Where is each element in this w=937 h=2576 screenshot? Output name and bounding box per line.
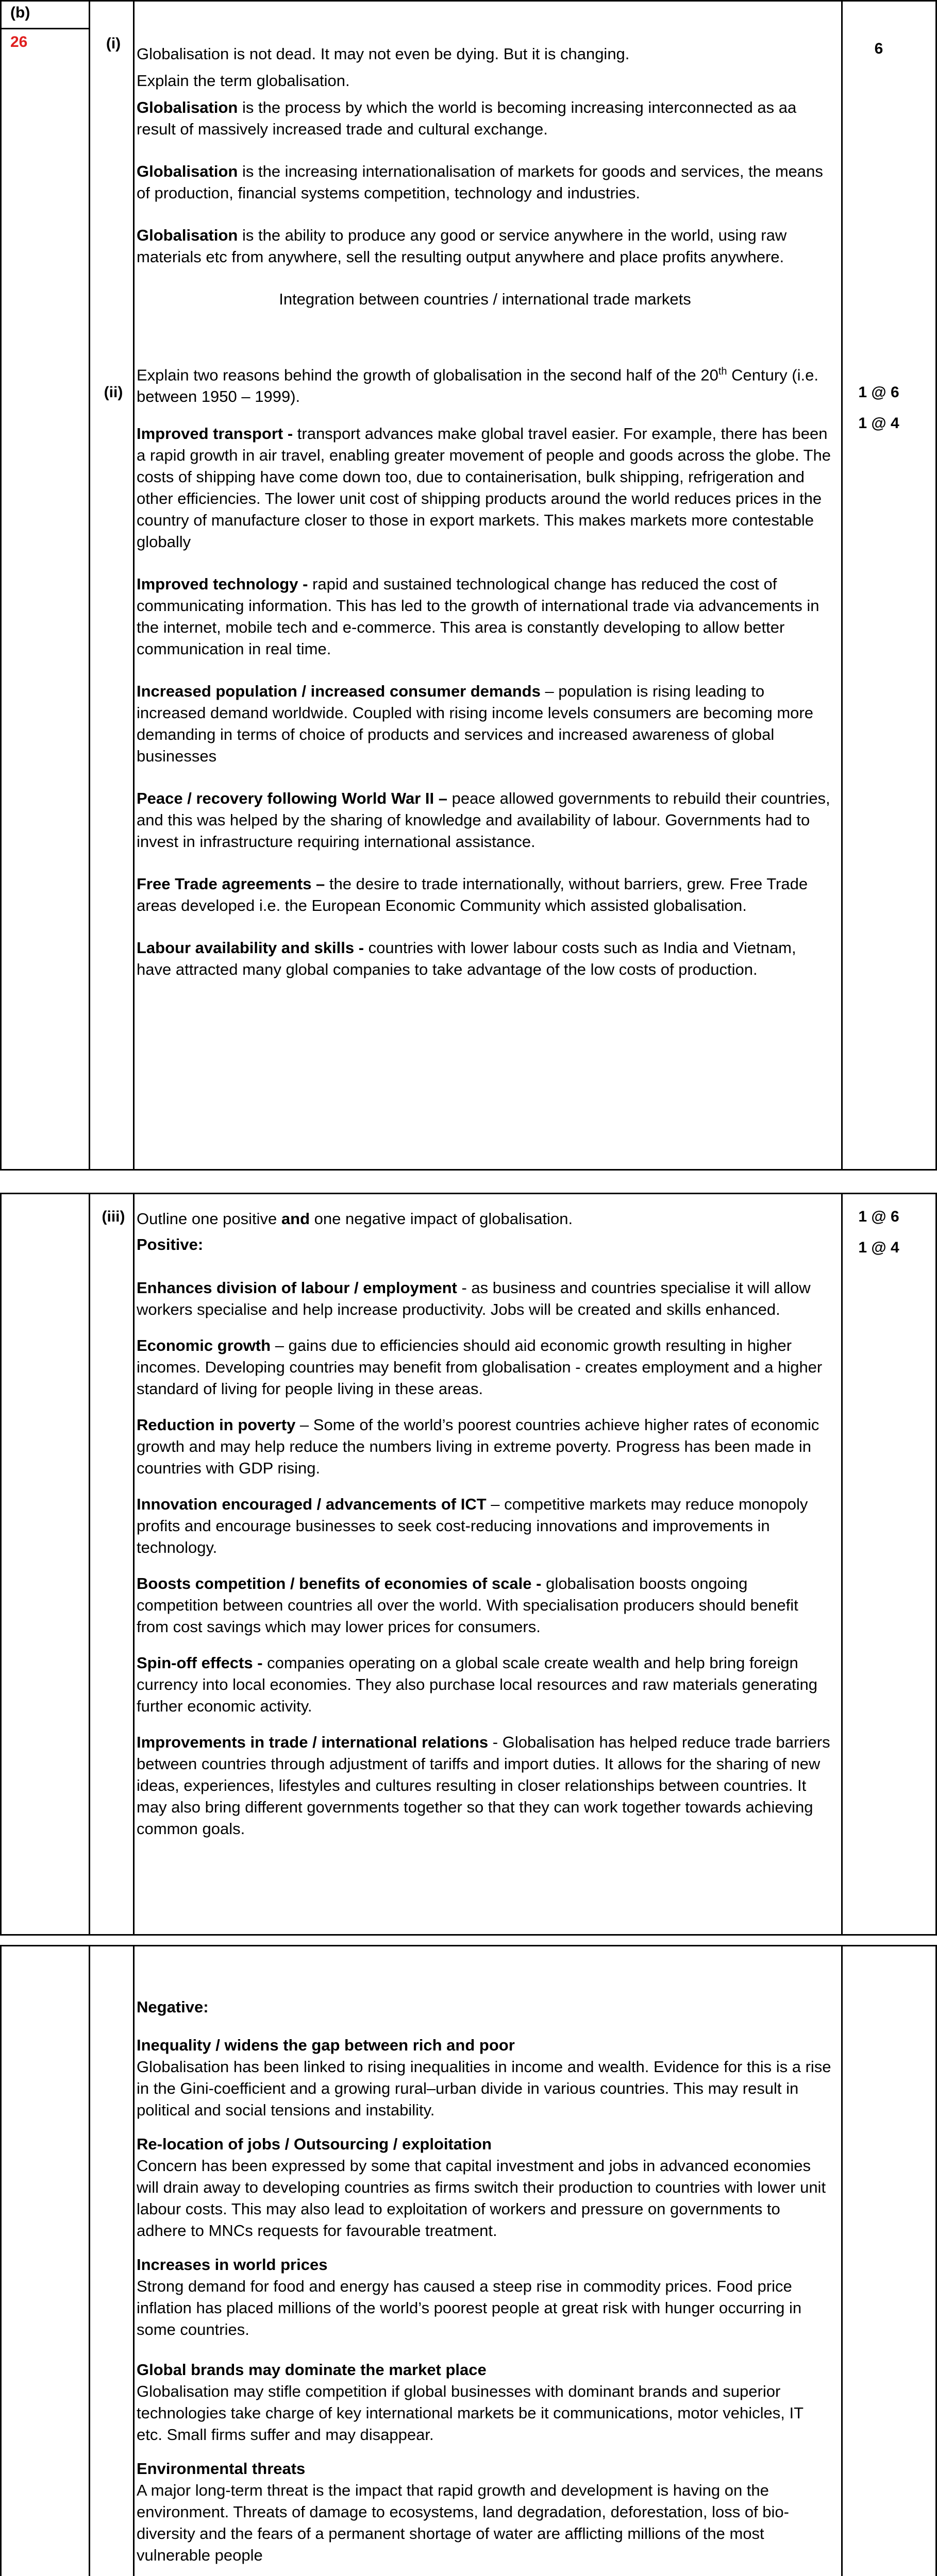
negative-5: Environmental threats A major long-term threat is the impact that rapid growth and development is having on the environment. Threats of damage to ecosystems, land degradation, deforestation, loss of bio-diversity and the fears of a permanent shortage of water are afflicting millions of the most vulnerable people [137, 2460, 789, 2564]
divider-1 [89, 0, 90, 1170]
block-2 [0, 1193, 937, 1935]
section-i-content [137, 43, 833, 331]
positive-4: Innovation encouraged / advancements of ICT – competitive markets may reduce monopoly profits and encourage businesses to seek cost-reducing innovations and improvements in technology. [137, 1495, 808, 1556]
positive-heading: Positive: [137, 1235, 204, 1253]
marks-ii-2: 1 @ 4 [858, 415, 899, 432]
part-rule [0, 28, 89, 29]
definition-1: Globalisation is the process by which the world is becoming increasing interconnected as aa result of massively increased trade and cultural exchange. [137, 98, 797, 138]
definition-2: Globalisation is the increasing internationalisation of markets for goods and services, the means of production, financial systems competition, technology and industries. [137, 162, 823, 202]
divider-3 [841, 0, 843, 1170]
divider-2 [133, 0, 135, 1170]
divider-3c [841, 1945, 843, 2576]
marks-iii-2: 1 @ 4 [858, 1239, 899, 1256]
reason-4: Peace / recovery following World War II – peace allowed governments to rebuild their countries, and this was helped by the sharing of knowledge and availability of labour. Governments had to invest in infrastructure requiring international assistance. [137, 789, 830, 851]
reason-6: Labour availability and skills - countries with lower labour costs such as India and Vietnam, have attracted many global companies to take advantage of the low costs of production. [137, 939, 796, 979]
summary-line: Integration between countries / international trade markets [279, 290, 691, 308]
sub-label-i: (i) [106, 35, 121, 52]
marks-ii-1: 1 @ 6 [858, 384, 899, 401]
positive-7: Improvements in trade / international relations - Globalisation has helped reduce trade barriers between countries through adjustment of tariffs and import duties. It allows for the sharing of new ideas, experiences, lifestyles and cultures resulting in closer relationships between countries. It may also bring different governments together so that they can work together towards achieving common goals. [137, 1733, 830, 1838]
negative-2: Re-location of jobs / Outsourcing / exploitation Concern has been expressed by some that capital investment and jobs in advanced economies will drain away to developing countries as firms switch their production to countries with lower unit labour costs. This may also lead to exploitation of workers and pressure on governments to adhere to MNCs requests for favourable treatment. [137, 2135, 826, 2240]
definition-3: Globalisation is the ability to produce any good or service anywhere in the world, using raw materials etc from anywhere, sell the resulting output anywhere and place profits anywhere. [137, 226, 787, 266]
negative-3: Increases in world prices Strong demand for food and energy has caused a steep rise in commodity prices. Food price inflation has placed millions of the world’s poorest people at great risk with hunger occurring in some countries. [137, 2256, 802, 2338]
negative-heading: Negative: [137, 1998, 209, 2016]
reason-2: Improved technology - rapid and sustained technological change has reduced the cost of communicating information. This has led to the growth of international trade via advancements in the internet, mobile tech and e-commerce. This area is constantly developing to allow better communication in real time. [137, 575, 819, 658]
positive-1: Enhances division of labour / employment - as business and countries specialise it will allow workers specialise and help increase productivity. Jobs will be created and skills enhanced. [137, 1279, 811, 1318]
sub-label-iii: (iii) [102, 1208, 125, 1225]
reason-3: Increased population / increased consumer demands – population is rising leading to increased demand worldwide. Coupled with rising income levels consumers are becoming more demanding in terms of choice of products and services and increased awareness of global businesses [137, 682, 813, 766]
sub-label-ii: (ii) [104, 384, 123, 401]
divider-1c [89, 1945, 90, 2576]
positive-2: Economic growth – gains due to efficiencies should aid economic growth resulting in higher incomes. Developing countries may benefit from globalisation - creates employment and a higher standard of living for people living in these areas. [137, 1336, 823, 1398]
block-1 [0, 0, 937, 1170]
prompt-i: Explain the term globalisation. [137, 72, 350, 90]
statement: Globalisation is not dead. It may not even be dying. But it is changing. [137, 45, 630, 63]
positive-6: Spin-off effects - companies operating on a global scale create wealth and help bring foreign currency into local economies. They also purchase local resources and raw materials generating further economic activity. [137, 1654, 818, 1715]
section-ii-content [137, 361, 833, 1001]
divider-2c [133, 1945, 135, 2576]
question-number: 26 [10, 33, 28, 50]
section-iii-negative [137, 1996, 833, 2576]
section-iii-positive [137, 1208, 833, 1840]
marks-i: 6 [874, 40, 883, 57]
part-label: (b) [10, 4, 30, 21]
marks-iii-1: 1 @ 6 [858, 1208, 899, 1225]
positive-5: Boosts competition / benefits of economies of scale - globalisation boosts ongoing competition between countries all over the world. With specialisation producers should benefit from cost savings which may lower prices for consumers. [137, 1574, 798, 1636]
divider-3b [841, 1193, 843, 1935]
positive-3: Reduction in poverty – Some of the world’s poorest countries achieve higher rates of economic growth and may help reduce the numbers living in extreme poverty. Progress has been made in countries with GDP rising. [137, 1416, 819, 1477]
divider-2b [133, 1193, 135, 1935]
reason-1: Improved transport - transport advances make global travel easier. For example, there has been a rapid growth in air travel, enabling greater movement of people and goods across the globe. The costs of shipping have come down too, due to containerisation, bulk shipping, refrigeration and other efficiencies. The lower unit cost of shipping products around the world reduces prices in the country of manufacture closer to those in export markets. This makes markets more contestable globally [137, 425, 831, 551]
negative-4: Global brands may dominate the market place Globalisation may stifle competition if global businesses with dominant brands and superior technologies take charge of key international markets be it communications, motor vehicles, IT etc. Small firms suffer and may disappear. [137, 2361, 804, 2444]
negative-1: Inequality / widens the gap between rich and poor Globalisation has been linked to rising inequalities in income and wealth. Evidence for this is a rise in the Gini-coefficient and a growing rural–urban divide in various countries. This may result in political and social tensions and instability. [137, 2036, 831, 2119]
prompt-ii: Explain two reasons behind the growth of globalisation in the second half of the 20th Century (i.e. between 1950 – 1999). [137, 366, 818, 406]
reason-5: Free Trade agreements – the desire to trade internationally, without barriers, grew. Free Trade areas developed i.e. the European Economic Community which assisted globalisation. [137, 875, 808, 915]
divider-1b [89, 1193, 90, 1935]
prompt-iii: Outline one positive and one negative impact of globalisation. [137, 1210, 573, 1228]
block-3 [0, 1945, 937, 2576]
